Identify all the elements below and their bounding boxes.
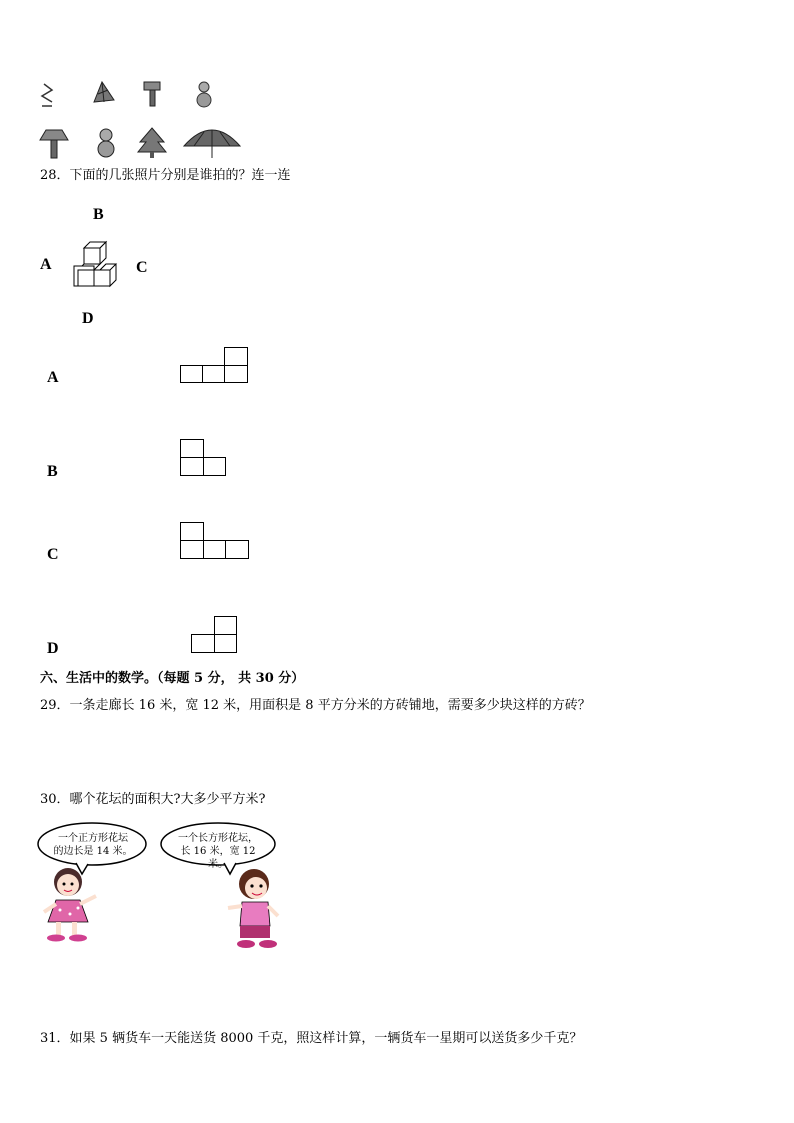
boy-speech-line-1: 一个长方形花坛，: [178, 833, 258, 844]
view-label-a: A: [40, 256, 52, 273]
half-shape-icon: [42, 84, 52, 106]
view-label-b: B: [93, 206, 104, 223]
girl-illustration: [38, 864, 108, 944]
option-label-d: D: [47, 640, 59, 657]
umbrella-icon: [184, 130, 240, 158]
lamp-half-icon: [144, 82, 160, 106]
cube-stack-figure: [72, 240, 124, 294]
girl-speech-bubble: [50, 832, 136, 858]
umbrella-half-icon: [94, 82, 114, 102]
view-shape-c: [180, 522, 252, 560]
view-shape-a: [180, 347, 250, 385]
view-label-d: D: [82, 310, 94, 327]
section-6-heading: 六、生活中的数学。（每题 5 分， 共 30 分）: [40, 671, 305, 686]
option-label-c: C: [47, 546, 59, 563]
lamp-icon: [40, 130, 68, 158]
question-28-text: 28．下面的几张照片分别是谁拍的？连一连: [40, 168, 291, 183]
question-31-text: 31．如果 5 辆货车一天能送货 8000 千克，照这样计算，一辆货车一星期可以送货多少千克？: [40, 1031, 583, 1046]
boy-illustration: [224, 864, 286, 950]
view-label-c: C: [136, 259, 148, 276]
thumbnail-row-2: [38, 126, 248, 160]
girl-speech-line-2: 的边长是 14 米。: [53, 846, 133, 857]
snowman-icon: [98, 129, 114, 157]
boy-speech-line-2: 长 16 米，宽 12 米。: [180, 846, 256, 870]
option-label-b: B: [47, 463, 58, 480]
view-shape-b: [180, 439, 228, 477]
figure-half-icon: [197, 82, 211, 107]
question-30-text: 30．哪个花坛的面积大?大多少平方米?: [40, 792, 266, 807]
girl-speech-line-1: 一个正方形花坛: [58, 833, 128, 844]
option-label-a: A: [47, 369, 59, 386]
view-shape-d: [191, 616, 239, 654]
tree-icon: [138, 128, 166, 158]
thumbnail-row-1: [38, 80, 218, 112]
question-29-text: 29．一条走廊长 16 米，宽 12 米，用面积是 8 平方分米的方砖铺地，需要多少块这样的方砖？: [40, 698, 591, 713]
